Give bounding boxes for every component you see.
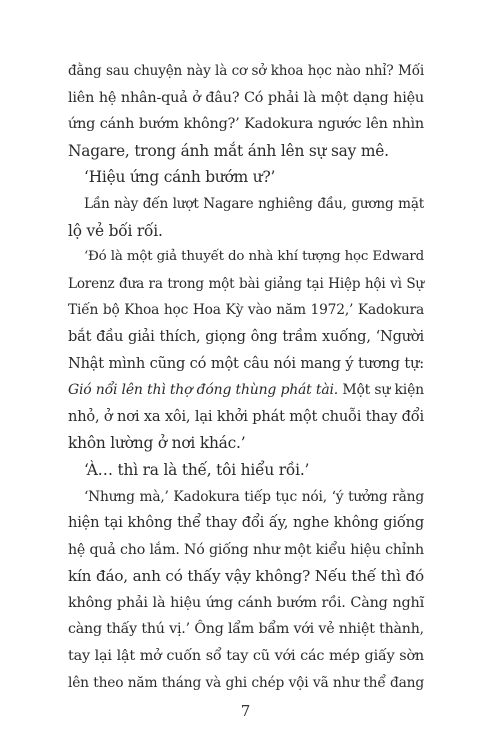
text-line: [68, 377, 424, 404]
text-line: Nagare, trong ánh mắt ánh lên sự say mê.: [68, 141, 389, 160]
text-line: càng thấy thú vị.’ Ông lẩm bẩm với vẻ nhiệt thành,: [68, 621, 424, 638]
text-line: lên theo năm tháng và ghi chép vội vã như thể đang: [68, 674, 424, 691]
text-line: Tiến bộ Khoa học Hoa Kỳ vào năm 1972,’ Kadokura: [68, 302, 424, 319]
text-line: tay lại lật mở cuốn sổ tay cũ với các mép giấy sờn: [68, 648, 424, 665]
text-line: liên hệ nhân-quả ở đâu? Có phải là một dạng hiệu: [68, 89, 424, 106]
text-line: ‘Hiệu ứng cánh bướm ư?’: [84, 168, 276, 187]
text-line: không phải là hiệu ứng cánh bướm rồi. Càng nghĩ: [68, 594, 424, 611]
text-line: kín đáo, anh có thấy vậy không? Nếu thế thì đó: [68, 567, 424, 586]
page-number: 7: [240, 702, 251, 720]
text-line: bắt đầu giải thích, giọng ông trầm xuống, ‘Người: [68, 327, 424, 345]
text-line: Lần này đến lượt Nagare nghiêng đầu, gương mặt: [84, 195, 424, 212]
italic-proverb: Gió nổi lên thì thợ đóng thùng phát tài.: [68, 382, 339, 399]
text-line: Lorenz đưa ra trong một bài giảng tại Hiệp hội vì Sự: [68, 275, 424, 292]
text-line: ứng cánh bướm không?’ Kadokura ngước lên nhìn: [68, 116, 424, 133]
text-line: lộ vẻ bối rối.: [68, 221, 163, 240]
text-line: ‘À… thì ra là thế, tôi hiểu rồi.’: [84, 460, 310, 479]
text-line: ‘Đó là một giả thuyết do nhà khí tượng học Edward: [84, 249, 424, 265]
body-text: [68, 58, 424, 696]
text-line: ‘Nhưng mà,’ Kadokura tiếp tục nói, ‘ý tưởng rằng: [84, 488, 424, 505]
text-line: hiện tại không thể thay đổi ấy, nghe không giống: [68, 514, 424, 532]
text-line: nhỏ, ở nơi xa xôi, lại khởi phát một chuỗi thay đổi: [68, 407, 424, 425]
text-line: Nhật mình cũng có một câu nói mang ý tương tự:: [68, 354, 424, 372]
text-line-rest: Một sự kiện: [338, 382, 424, 399]
text-line: đằng sau chuyện này là cơ sở khoa học nào nhỉ? Mối: [68, 63, 424, 79]
text-line: khôn lường ở nơi khác.’: [68, 434, 246, 453]
text-line: hệ quả cho lắm. Nó giống như một kiểu hiệu chỉnh: [68, 541, 424, 558]
